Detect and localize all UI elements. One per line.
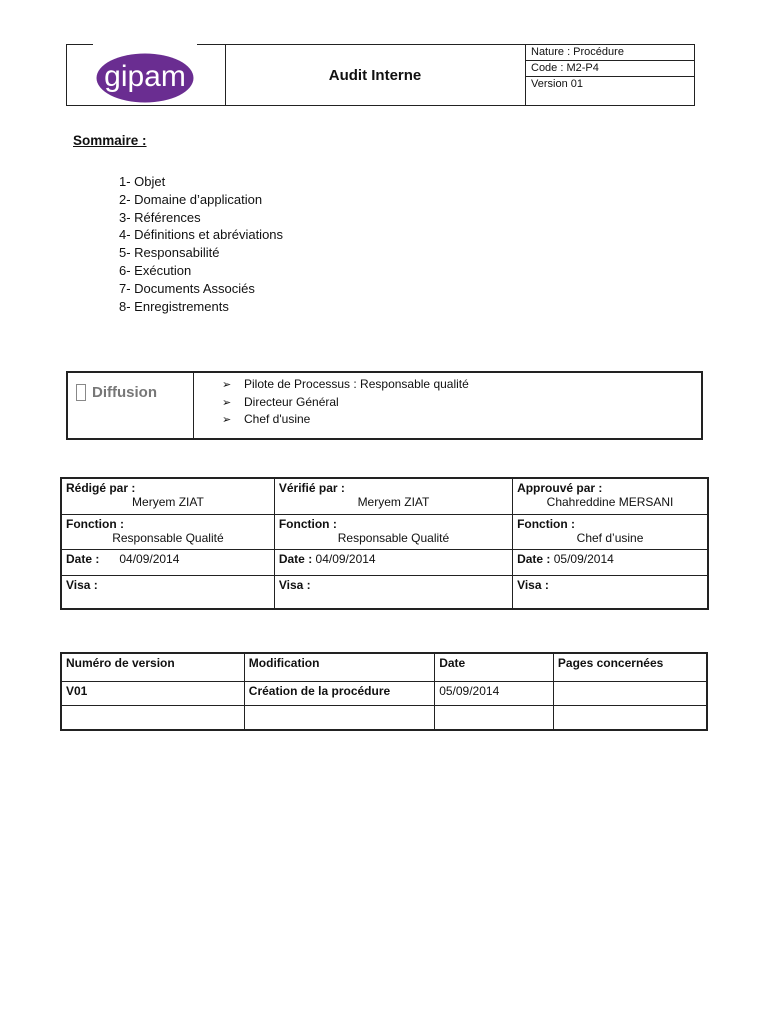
diffusion-item <box>222 411 469 429</box>
visa-label: Visa : <box>517 577 549 592</box>
diffusion-item <box>222 376 469 394</box>
column-header: Pages concernées <box>553 653 707 681</box>
table-cell: 05/09/2014 <box>435 681 554 705</box>
date-value: 05/09/2014 <box>553 551 614 566</box>
fonction-label: Fonction : <box>278 516 337 531</box>
sommaire-item: 6- Exécution <box>119 262 192 278</box>
version-field: Version 01 <box>531 78 583 90</box>
diffusion-box <box>66 371 703 440</box>
fonction-label: Fonction : <box>66 516 124 531</box>
document-title: Audit Interne <box>328 66 422 84</box>
redige-visa-cell <box>61 575 274 609</box>
code-field: Code : M2-P4 <box>526 61 695 77</box>
logo-text: gipam <box>104 60 186 93</box>
approuve-visa-cell <box>513 575 708 609</box>
visa-label: Visa : <box>278 577 311 592</box>
table-row <box>61 549 708 575</box>
nature-field: Nature : Procédure <box>526 45 695 61</box>
logo-cell <box>67 45 226 105</box>
approuve-date-cell <box>513 549 708 575</box>
gipam-logo <box>96 53 194 103</box>
sommaire-item: 8- Enregistrements <box>119 298 229 314</box>
arrow-bullet-icon: ➢ <box>222 414 232 426</box>
document-header <box>66 44 695 106</box>
approuve-cell <box>513 478 708 514</box>
sommaire-list <box>119 173 283 315</box>
approuve-label: Approuvé par : <box>517 481 603 495</box>
document-meta <box>525 45 695 105</box>
verifie-fonction-cell <box>274 514 512 549</box>
diffusion-label: Diffusion <box>92 384 157 401</box>
table-row <box>61 514 708 549</box>
table-cell <box>244 705 434 730</box>
sommaire-item: 1- Objet <box>119 174 166 189</box>
verifie-label: Vérifié par : <box>278 481 345 495</box>
fonction-value: Responsable Qualité <box>337 530 450 545</box>
diffusion-item-label: Chef d'usine <box>244 412 311 426</box>
approuve-fonction-cell <box>513 514 708 549</box>
approuve-name: Chahreddine MERSANI <box>546 495 674 509</box>
table-row <box>61 681 707 705</box>
redige-fonction-cell <box>61 514 274 549</box>
date-label: Date : <box>66 551 100 566</box>
sommaire-item: 4- Définitions et abréviations <box>119 227 284 243</box>
fonction-value: Chef d’usine <box>576 530 644 545</box>
column-header: Numéro de version <box>61 653 244 681</box>
date-label: Date : <box>278 551 313 566</box>
sommaire-item: 3- Références <box>119 209 201 225</box>
verifie-date-cell <box>274 549 512 575</box>
table-cell <box>553 705 707 730</box>
date-value: 04/09/2014 <box>119 551 180 566</box>
redige-name: Meryem ZIAT <box>132 495 204 509</box>
placeholder-box-icon <box>76 384 86 401</box>
date-value: 04/09/2014 <box>315 551 376 566</box>
table-header-row <box>61 653 707 681</box>
table-row <box>61 705 707 730</box>
redige-date-cell <box>61 549 274 575</box>
sommaire-title: Sommaire : <box>73 133 147 148</box>
visa-label: Visa : <box>66 577 98 592</box>
sommaire-item: 2- Domaine d’application <box>119 191 263 207</box>
column-header: Modification <box>244 653 434 681</box>
table-row <box>61 478 708 514</box>
diffusion-label-cell <box>68 373 194 438</box>
table-cell <box>435 705 554 730</box>
diffusion-item <box>222 394 469 412</box>
diffusion-list <box>222 376 469 429</box>
arrow-bullet-icon: ➢ <box>222 379 232 391</box>
redige-label: Rédigé par : <box>66 481 136 495</box>
date-label: Date : <box>517 551 551 566</box>
sommaire-item: 5- Responsabilité <box>119 245 220 261</box>
table-cell <box>553 681 707 705</box>
table-cell: Création de la procédure <box>244 681 434 705</box>
sommaire-item: 7- Documents Associés <box>119 280 255 296</box>
table-cell: V01 <box>61 681 244 705</box>
fonction-label: Fonction : <box>517 516 576 531</box>
verifie-name: Meryem ZIAT <box>357 495 430 509</box>
verifie-cell <box>274 478 512 514</box>
diffusion-item-label: Directeur Général <box>244 394 339 409</box>
fonction-value: Responsable Qualité <box>112 530 224 545</box>
table-row <box>61 575 708 609</box>
arrow-bullet-icon: ➢ <box>222 396 232 409</box>
version-history-table <box>60 652 708 731</box>
table-cell <box>61 705 244 730</box>
verifie-visa-cell <box>274 575 512 609</box>
diffusion-item-label: Pilote de Processus : Responsable qualité <box>244 377 469 391</box>
signature-table <box>60 477 709 610</box>
redige-cell <box>61 478 274 514</box>
column-header: Date <box>435 653 554 681</box>
